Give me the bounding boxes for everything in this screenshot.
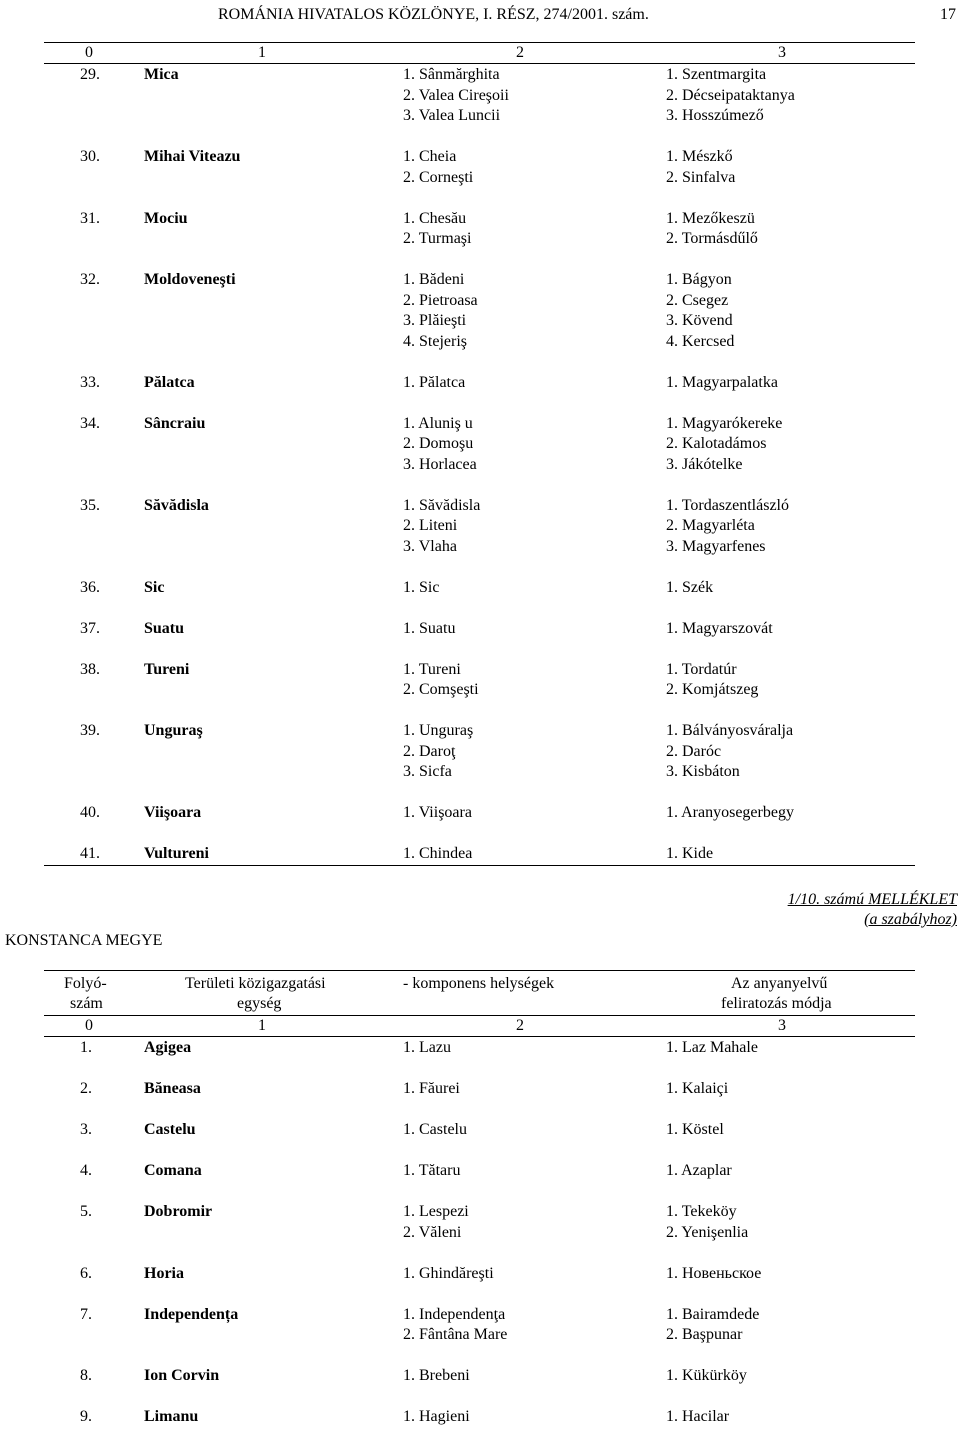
locality-romanian: 3. Sicfa [403,763,452,780]
locality-native: 1. Kalaiçi [666,1080,729,1097]
row-number: 34. [80,415,100,432]
locality-romanian: 2. Fântâna Mare [403,1326,508,1343]
locality-romanian: 2. Comşeşti [403,681,479,698]
row-number: 33. [80,374,100,391]
locality-romanian: 1. Sânmărghita [403,66,500,83]
locality-romanian: 1. Unguraş [403,722,474,739]
locality-romanian: 3. Plăieşti [403,312,467,329]
row-number: 5. [80,1203,92,1220]
locality-romanian: 1. Lazu [403,1039,451,1056]
locality-romanian: 1. Lespezi [403,1203,469,1220]
locality-native: 3. Magyarfenes [666,538,766,555]
locality-native: 1. Köstel [666,1121,724,1138]
locality-romanian: 1. Tătaru [403,1162,461,1179]
locality-native: 1. Azaplar [666,1162,732,1179]
row-number: 6. [80,1265,92,1282]
locality-romanian: 1. Hagieni [403,1408,470,1425]
locality-native: 2. Tormásdűlő [666,230,758,247]
row-number: 4. [80,1162,92,1179]
locality-romanian: 1. Sic [403,579,440,596]
row-number: 35. [80,497,100,514]
locality-native: 2. Kalotadámos [666,435,767,452]
table2-colnum-3: 3 [778,1017,786,1034]
row-number: 41. [80,845,100,862]
unit-name: Castelu [144,1121,196,1138]
locality-romanian: 2. Corneşti [403,169,474,186]
row-number: 8. [80,1367,92,1384]
locality-native: 3. Kövend [666,312,733,329]
locality-native: 2. Décseipataktanya [666,87,795,104]
unit-name: Tureni [144,661,190,678]
unit-name: Unguraş [144,722,203,739]
locality-romanian: 1. Castelu [403,1121,467,1138]
locality-romanian: 1. Cheia [403,148,457,165]
locality-romanian: 1. Chesău [403,210,467,227]
locality-native: 2. Magyarléta [666,517,755,534]
locality-romanian: 4. Stejeriş [403,333,467,350]
locality-romanian: 2. Văleni [403,1224,462,1241]
table1-colnum-0: 0 [85,44,93,61]
locality-native: 1. Bairamdede [666,1306,760,1323]
row-number: 40. [80,804,100,821]
unit-name: Mica [144,66,179,83]
locality-romanian: 2. Domoşu [403,435,474,452]
locality-romanian: 1. Brebeni [403,1367,470,1384]
unit-name: Dobromir [144,1203,213,1220]
unit-name: Săvădisla [144,497,209,514]
table2-top-rule [44,970,915,971]
locality-native: 1. Mészkő [666,148,733,165]
locality-native: 2. Csegez [666,292,729,309]
page-header-title: ROMÁNIA HIVATALOS KÖZLÖNYE, I. RÉSZ, 274/2001. szám. [218,6,649,23]
row-number: 7. [80,1306,92,1323]
locality-native: 3. Kisbáton [666,763,740,780]
row-number: 30. [80,148,100,165]
locality-native: 1. Magyarpalatka [666,374,778,391]
row-number: 9. [80,1408,92,1425]
table2-header-unit-line2: egység [237,995,282,1012]
unit-name: Sâncraiu [144,415,206,432]
table2-header-no-line1: Folyó- [64,975,107,992]
annex-sublabel: (a szabályhoz) [864,911,957,928]
table2-header-localities: - komponens helységek [403,975,555,992]
table1-colnum-1: 1 [258,44,266,61]
locality-native: 1. Szék [666,579,714,596]
unit-name: Limanu [144,1408,199,1425]
row-number: 37. [80,620,100,637]
row-number: 2. [80,1080,92,1097]
locality-romanian: 1. Chindea [403,845,473,862]
unit-name: Vultureni [144,845,209,862]
locality-romanian: 3. Valea Luncii [403,107,501,124]
locality-native: 1. Bágyon [666,271,732,288]
table2-header-mode-line2: feliratozás módja [721,995,832,1012]
row-number: 31. [80,210,100,227]
locality-romanian: 1. Făurei [403,1080,460,1097]
locality-romanian: 1. Tureni [403,661,461,678]
locality-romanian: 1. Ghindăreşti [403,1265,494,1282]
locality-native: 1. Tekeköy [666,1203,737,1220]
locality-romanian: 1. Independenţa [403,1306,506,1323]
unit-name: Mihai Viteazu [144,148,241,165]
row-number: 38. [80,661,100,678]
table2-header-mode-line1: Az anyanyelvű [731,975,828,992]
locality-native: 1. Kide [666,845,714,862]
locality-native: 2. Başpunar [666,1326,743,1343]
row-number: 36. [80,579,100,596]
table1-colnum-3: 3 [778,44,786,61]
locality-romanian: 2. Valea Cireşoii [403,87,509,104]
locality-native: 1. Magyarszovát [666,620,773,637]
table2-header-no-line2: szám [70,995,103,1012]
locality-native: 1. Kükürköy [666,1367,747,1384]
locality-native: 1. Mezőkeszü [666,210,755,227]
locality-romanian: 1. Săvădisla [403,497,481,514]
unit-name: Pălatca [144,374,195,391]
locality-native: 1. Hacilar [666,1408,730,1425]
locality-romanian: 1. Suatu [403,620,456,637]
unit-name: Mociu [144,210,188,227]
table2-colnum-2: 2 [516,1017,524,1034]
table2-colnum-0: 0 [85,1017,93,1034]
table2-colnum-1: 1 [258,1017,266,1034]
page-number: 17 [940,6,956,23]
county-title: KONSTANCA MEGYE [5,932,163,949]
locality-native: 1. Новеньское [666,1265,762,1282]
locality-romanian: 3. Vlaha [403,538,457,555]
locality-native: 3. Jákótelke [666,456,743,473]
locality-romanian: 2. Daroţ [403,743,456,760]
table2-header-unit-line1: Területi közigazgatási [185,975,326,992]
unit-name: Suatu [144,620,185,637]
locality-native: 3. Hosszúmező [666,107,764,124]
unit-name: Moldoveneşti [144,271,236,288]
locality-native: 1. Laz Mahale [666,1039,758,1056]
unit-name: Ion Corvin [144,1367,220,1384]
row-number: 39. [80,722,100,739]
table2-colnum-rule [44,1036,915,1037]
locality-native: 2. Daróc [666,743,722,760]
locality-romanian: 2. Turmaşi [403,230,472,247]
locality-romanian: 1. Viişoara [403,804,472,821]
row-number: 3. [80,1121,92,1138]
locality-native: 1. Bálványosváralja [666,722,794,739]
locality-romanian: 1. Bădeni [403,271,465,288]
table1-colnum-2: 2 [516,44,524,61]
table1-bottom-rule [44,865,915,866]
locality-native: 2. Yenişenlia [666,1224,749,1241]
unit-name: Comana [144,1162,202,1179]
locality-native: 1. Szentmargita [666,66,767,83]
unit-name: Viişoara [144,804,202,821]
locality-native: 2. Komjátszeg [666,681,759,698]
locality-romanian: 1. Aluniş u [403,415,473,432]
locality-native: 4. Kercsed [666,333,735,350]
locality-native: 1. Magyarókereke [666,415,783,432]
unit-name: Independența [144,1306,239,1323]
row-number: 1. [80,1039,92,1056]
locality-native: 1. Tordatúr [666,661,737,678]
locality-romanian: 2. Pietroasa [403,292,478,309]
table1-header-rule [44,63,915,64]
locality-native: 2. Sinfalva [666,169,736,186]
unit-name: Agigea [144,1039,192,1056]
locality-native: 1. Aranyosegerbegy [666,804,794,821]
locality-romanian: 2. Liteni [403,517,458,534]
row-number: 29. [80,66,100,83]
locality-romanian: 1. Pălatca [403,374,466,391]
unit-name: Băneasa [144,1080,201,1097]
row-number: 32. [80,271,100,288]
locality-romanian: 3. Horlacea [403,456,477,473]
annex-label: 1/10. számú MELLÉKLET [787,891,957,908]
locality-native: 1. Tordaszentlászló [666,497,789,514]
unit-name: Horia [144,1265,184,1282]
unit-name: Sic [144,579,165,596]
